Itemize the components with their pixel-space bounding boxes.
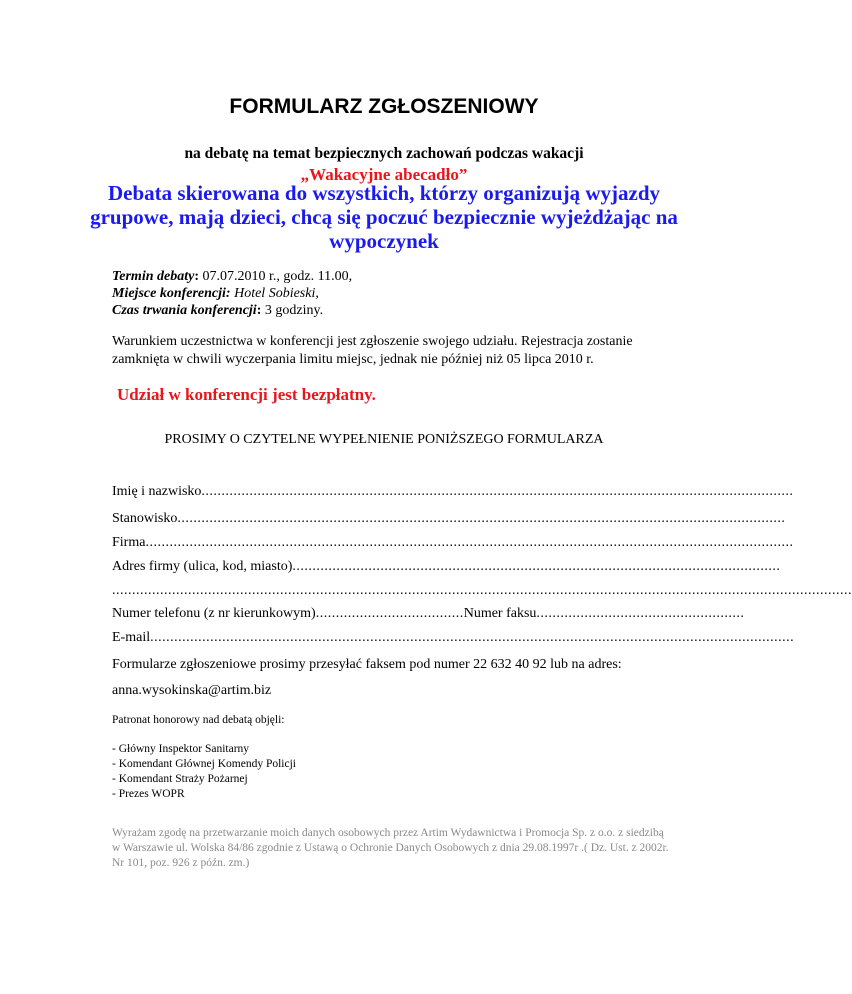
venue-line [112,285,352,302]
contact-email[interactable]: anna.wysokinska@artim.biz [112,683,272,698]
email-dotted-line: ................................................................................................................................................................. [150,630,795,645]
venue-value: Hotel Sobieski, [230,286,319,301]
date-line: Termin debaty: 07.07.2010 r., godz. 11.00, [112,269,353,284]
company-label: Firma [112,535,146,550]
duration-label: Czas trwania konferencji [112,303,257,318]
audience-statement: Debata skierowana do wszystkich, którzy organizują wyjazdy grupowe, mają dzieci, chcą się poczuć bezpiecznie wyjeżdżając na wypoczynek [90,181,678,253]
list-item: - Komendant Straży Pożarnej [112,773,248,785]
address-continuation-field[interactable] [112,583,852,599]
address-field[interactable] [112,559,781,575]
email-label: E-mail [112,630,151,645]
list-item: - Główny Inspektor Sanitarny [112,743,250,755]
venue-label: Miejsce konferencji: [112,286,231,301]
event-info [112,268,352,319]
debate-subtitle: na debatę na temat bezpiecznych zachowań podczas wakacji [184,145,584,162]
list-item: - Komendant Głównej Komendy Policji [112,758,296,770]
position-dotted-line: ........................................................................................................................................................ [177,511,786,526]
company-field[interactable] [112,535,794,551]
name-dotted-line: .................................................................................................................................................... [201,484,794,499]
list-item: - Prezes WOPR [112,788,185,800]
position-field[interactable] [112,511,786,527]
name-label: Imię i nazwisko [112,484,202,499]
company-dotted-line: .................................................................................................................................................................. [145,535,794,550]
patronage-heading: Patronat honorowy nad debatą objęli: [112,714,285,726]
email-field[interactable] [112,630,795,646]
address-dotted-line: .......................................................................................................................... [292,559,781,574]
patronage-list [112,742,296,802]
data-processing-consent: Wyrażam zgodę na przetwarzanie moich danych osobowych przez Artim Wydawnictwa i Promocja Sp. z o.o. z siedzibą w Warszawie ul. Wolska 84/86 zgodnie z Ustawą o Ochronie Danych Osobowych z dnia 29.08.1997r .( Dz. Ust. z 2002r. Nr 101, poz. 926 z późn. zm.) [112,827,669,869]
address-label: Adres firmy (ulica, kod, miasto) [112,559,293,574]
date-value: 07.07.2010 r., godz. 11.00, [198,269,353,284]
fax-label: Numer faksu [463,606,537,621]
address-continuation-dotted-line: ......................................................................................................................................................................................... [112,583,852,598]
duration-line: Czas trwania konferencji: 3 godziny. [112,303,324,318]
send-instructions [112,652,672,704]
position-label: Stanowisko [112,511,178,526]
duration-value: 3 godziny. [261,303,324,318]
event-name: „Wakacyjne abecadło” [300,165,468,184]
free-participation-notice: Udział w konferencji jest bezpłatny. [117,385,376,404]
participation-conditions: Warunkiem uczestnictwa w konferencji jest zgłoszenie swojego udziału. Rejestracja zostanie zamknięta w chwili wyczerpania limitu miejsc, jednak nie później niż 05 lipca 2010 r. [112,334,633,367]
send-text: Formularze zgłoszeniowe prosimy przesyłać faksem pod numer 22 632 40 92 lub na adres: [112,657,622,672]
phone-fax-field[interactable] [112,606,745,622]
fill-instruction: PROSIMY O CZYTELNE WYPEŁNIENIE PONIŻSZEGO FORMULARZA [164,432,604,447]
phone-label: Numer telefonu (z nr kierunkowym) [112,606,316,621]
phone-dotted-line: ..................................... [315,606,464,621]
name-field[interactable] [112,484,794,500]
date-label: Termin debaty [112,269,195,284]
fax-dotted-line: .................................................... [536,606,745,621]
form-title: FORMULARZ ZGŁOSZENIOWY [229,95,539,118]
